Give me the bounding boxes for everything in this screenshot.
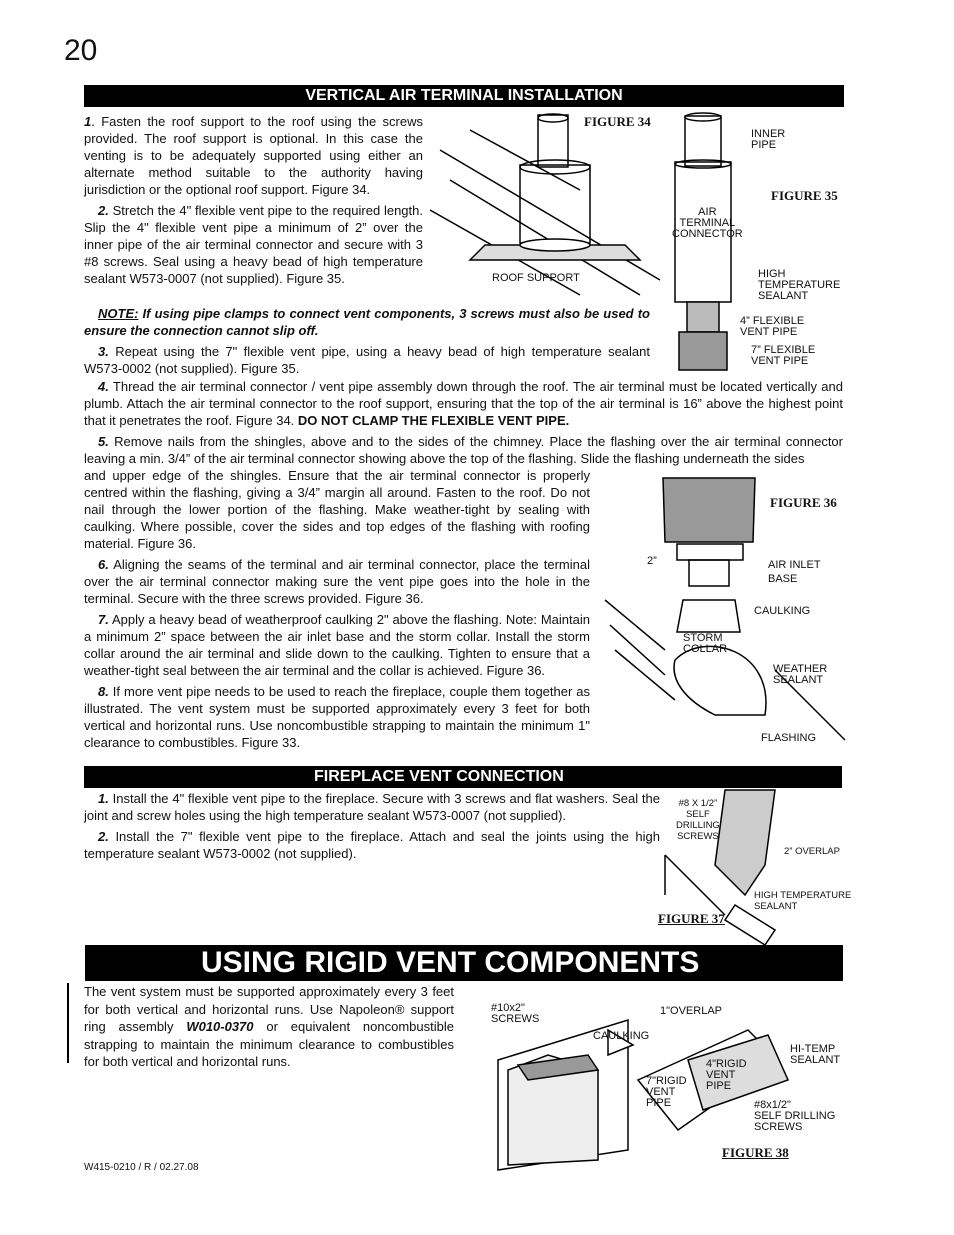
figure-36-title: FIGURE 36 [770, 495, 837, 510]
high-temp-sealant-label: HIGH TEMPERATURE SEALANT [754, 890, 852, 912]
rigid-vent-text [84, 983, 454, 1075]
figure-35-title: FIGURE 35 [771, 188, 838, 203]
fireplace-step-1: 1. Install the 4" flexible vent pipe to the fireplace. Secure with 3 screws and flat washers. Seal the joint and screw holes using the high temperature sealant W573-0007 (not supplied). [84, 791, 660, 823]
step-3: 3. Repeat using the 7" flexible vent pipe, using a heavy bead of high temperature sealant W573-0002 (not supplied). Figure 35. [84, 344, 650, 376]
steps-4-5 [84, 378, 843, 467]
fireplace-steps [84, 790, 660, 866]
overlap-38-label: 1"OVERLAP [660, 1005, 722, 1017]
gap-label: 2” [647, 555, 657, 567]
high-temperature-sealant-label: HIGH TEMPERATURE SEALANT [758, 268, 841, 302]
note-and-step-3 [84, 305, 650, 381]
inner-pipe-label: INNER PIPE [751, 128, 786, 151]
steps-5-8 [84, 467, 590, 755]
fireplace-step-2: 2. Install the 7" flexible vent pipe to the fireplace. Attach and seal the joints using the high temperature sealant W573-0002 (not supplied). [84, 829, 660, 861]
hi-temp-sealant-label: HI-TEMP SEALANT [790, 1043, 841, 1066]
rigid-7-label: 7"RIGID VENT PIPE [646, 1075, 687, 1109]
section-header-fireplace-vent: FIREPLACE VENT CONNECTION [84, 766, 842, 788]
overlap-label: 2” OVERLAP [784, 846, 840, 857]
section-header-vertical-air-terminal: VERTICAL AIR TERMINAL INSTALLATION [84, 85, 844, 107]
page-number: 20 [64, 34, 98, 67]
step-2: 2. Stretch the 4" flexible vent pipe to the required length. Slip the 4" flexible vent pipe a minimum of 2” over the inner pipe of the air terminal connector and secure with 3 #8 screws. Seal using a heavy bead of high temperature sealant W573-0007 (not supplied). Figure 35. [84, 203, 423, 286]
weather-sealant-label: WEATHER SEALANT [773, 663, 828, 686]
flex-4-label: 4” FLEXIBLE VENT PIPE [740, 315, 805, 338]
step-4: 4. Thread the air terminal connector / vent pipe assembly down through the roof. The air terminal must be located vertically and plumb. Attach the air terminal connector to the roof support, ensuring that the top of the air terminal is 16” above the highest point that it penetrates the roof. Figure 34. DO NOT CLAMP THE FLEXIBLE VENT PIPE. [84, 379, 843, 428]
step-6: 6. Aligning the seams of the terminal and air terminal connector, place the terminal over the air terminal connector making sure the vent pipe goes into the hole in the terminal. Secure with the three screws provided. Figure 36. [84, 557, 590, 606]
storm-collar-label: STORM COLLAR [683, 632, 728, 655]
figure-38-title: FIGURE 38 [722, 1145, 789, 1160]
section-header-rigid-vent: USING RIGID VENT COMPONENTS [85, 945, 843, 981]
flex-7-label: 7” FLEXIBLE VENT PIPE [751, 344, 816, 367]
step-7: 7. Apply a heavy bead of weatherproof caulking 2" above the flashing. Note: Maintain a minimum 2” space between the air inlet base and the storm collar. Install the storm collar around the air terminal and slide down to the caulking. Tighten to ensure that a weather-tight seal between the air terminal and the collar is achieved. Figure 36. [84, 612, 590, 678]
step-5-cont: and upper edge of the shingles. Ensure that the air terminal connector is properly centred within the flashing, giving a 3/4” margin all around. Fasten to the roof. Do not nail through the lower portion of the flashing. Make weather-tight by sealing with caulking. Where possible, cover the sides and top edges of the flashing with roofing material. Figure 36. [84, 468, 590, 551]
rigid-4-label: 4"RIGID VENT PIPE [706, 1058, 747, 1092]
change-bar [67, 983, 69, 1063]
self-drilling-screws-38-label: #8x1/2" SELF DRILLING SCREWS [754, 1099, 836, 1133]
air-inlet-base-label: AIR INLET BASE [768, 559, 821, 585]
figure-37-title: FIGURE 37 [658, 911, 725, 926]
document-code: W415-0210 / R / 02.27.08 [84, 1162, 199, 1173]
self-drilling-screws-label: #8 X 1/2” SELF DRILLING SCREWS [676, 798, 720, 842]
air-terminal-connector-label: AIR TERMINAL CONNECTOR [672, 206, 743, 240]
steps-1-2 [84, 113, 423, 291]
caulking-label: CAULKING [754, 605, 811, 617]
flashing-label: FLASHING [761, 732, 817, 744]
caulking-38-label: CAULKING [593, 1030, 650, 1042]
figure-34-title: FIGURE 34 [584, 114, 651, 129]
step-1: 1. Fasten the roof support to the roof using the screws provided. The roof support is optional. In this case the venting is to be adequately supported using either an alternate method suitable to the authority having jurisdiction or the optional roof support. Figure 34. [84, 114, 423, 197]
screws-10-label: #10x2" SCREWS [491, 1002, 540, 1025]
rigid-vent-paragraph: The vent system must be supported approximately every 3 feet for both vertical and horizontal runs. Use Napoleon® support ring assembly W010-0370 or equivalent noncombustible strapping to maintain the minimum clearance to combustibles for both vertical and horizontal runs. [84, 984, 454, 1069]
step-8: 8. If more vent pipe needs to be used to reach the fireplace, couple them together as illustrated. The vent system must be supported approximately every 3 feet for both vertical and horizontal runs. Use noncombustible strapping to maintain the minimum 1" clearance to combustibles. Figure 33. [84, 684, 590, 750]
step-5: 5. Remove nails from the shingles, above and to the sides of the chimney. Place the flashing over the air terminal connector leaving a min. 3/4” of the air terminal connector showing above the top of the flashing. Slide the flashing underneath the sides [84, 434, 843, 466]
note: NOTE: If using pipe clamps to connect vent components, 3 screws must also be used to ensure the connection cannot slip off. [84, 306, 650, 338]
roof-support-label: ROOF SUPPORT [492, 272, 580, 284]
